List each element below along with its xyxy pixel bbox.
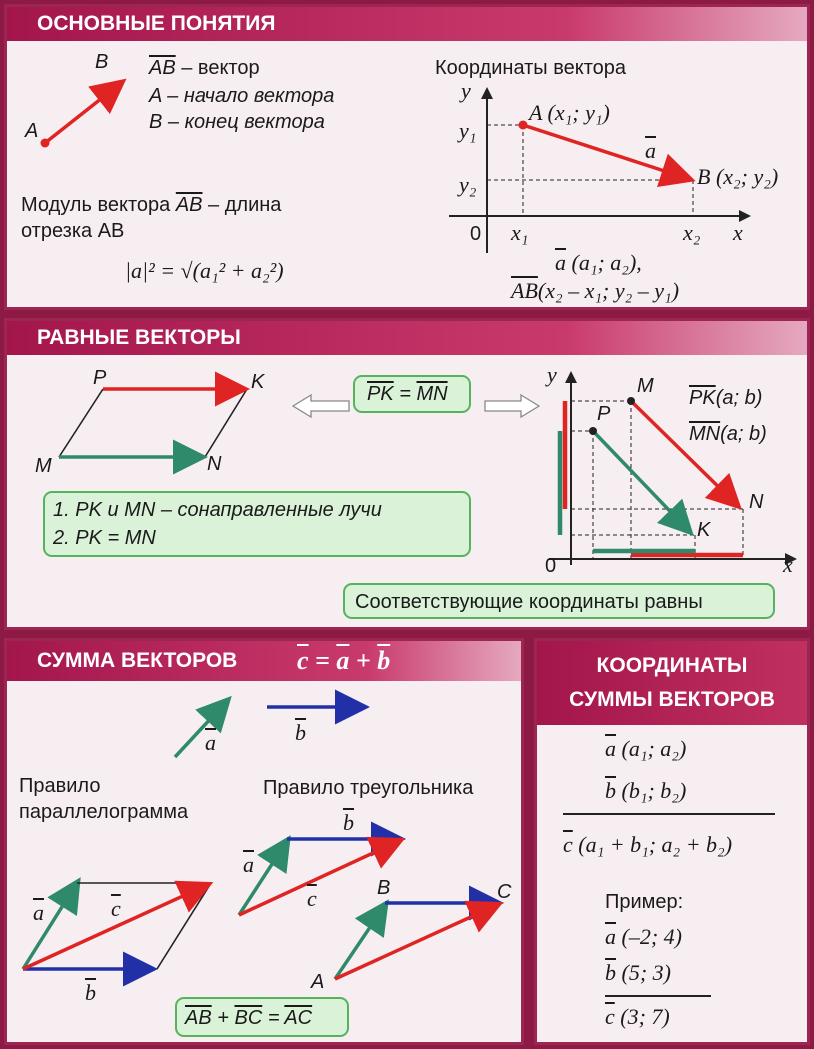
section-title-basic: ОСНОВНЫЕ ПОНЯТИЯ [7, 7, 807, 41]
coord-ab-line: $\overline{AB}(x_2 - x_1$; y₂ – y₁) [511, 278, 680, 303]
eq-origin: 0 [545, 555, 557, 577]
vectors-a-b [167, 691, 377, 771]
label-n: N [207, 453, 222, 475]
rule-par-line1: Правило [19, 775, 101, 797]
point-b-coords: B (x₂; y₂) [697, 164, 779, 189]
label-p: P [93, 367, 107, 389]
coord-c: $\overline{c}$ (a₁ + b₁; a₂ + b₂) [563, 832, 733, 857]
example-b: $\overline{b}$ (5; 3) [605, 960, 671, 985]
def-end: B – конец вектора [149, 111, 325, 133]
note-text: Соответствующие координаты равны [355, 591, 703, 613]
equality-text: $\overline{PK} = \overline{MN}$ [367, 383, 448, 405]
tri2-label-c: C [497, 881, 512, 903]
tri2-label-a: A [311, 971, 325, 993]
def-vector: $\overline{AB}$ – вектор [149, 57, 260, 79]
point-a-coords: A (x₁; y₁) [529, 100, 610, 125]
example-divider [605, 995, 711, 997]
panel-basic-concepts [4, 4, 810, 310]
pk-coords: $\overline{PK}(a$; b) [689, 387, 763, 409]
mn-coords: $\overline{MN}(a$; b) [689, 423, 767, 445]
section-title-sum: СУММА ВЕКТОРОВ [7, 641, 521, 681]
panel-vector-sum [4, 638, 524, 1045]
section-title-equal: РАВНЫЕ ВЕКТОРЫ [7, 321, 807, 355]
section-title-coords: КООРДИНАТЫ СУММЫ ВЕКТОРОВ [537, 641, 807, 725]
parallelogram-rule [17, 871, 227, 981]
eq-label-n: N [749, 491, 764, 513]
tick-y1: y₁ [459, 118, 477, 143]
vector-ab-diagram [27, 57, 137, 167]
tri1-label-a: $\overline{a}$ [243, 852, 254, 877]
triangle-rule-2 [327, 887, 507, 987]
coord-divider [563, 813, 775, 815]
coord-a-line: $\overline{a}$ (a₁; a₂), [555, 250, 642, 275]
eq-label-p: P [597, 403, 611, 425]
tri1-label-c: $\overline{c}$ [307, 886, 317, 911]
modulus-line1: Модуль вектора $\overline{AB}$ – длина [21, 194, 282, 216]
panel-sum-coords [534, 638, 810, 1045]
rule-triangle: Правило треугольника [263, 777, 474, 799]
coord-b: $\overline{b}$ (b₁; b₂) [605, 778, 687, 803]
example-a: $\overline{a}$ (–2; 4) [605, 924, 682, 949]
tick-x2: x₂ [683, 220, 701, 245]
condition-2: 2. PK = MN [53, 527, 156, 549]
modulus-formula: |a|² = √(a₁² + a₂²) [125, 258, 284, 283]
def-start: A – начало вектора [149, 85, 335, 107]
label-m: M [35, 455, 52, 477]
eq-axis-y: y [547, 362, 557, 387]
condition-1: 1. PK и MN – сонаправленные лучи [53, 499, 382, 521]
eq-axis-x: x [783, 552, 793, 577]
vec-b-label: $\overline{b}$ [295, 720, 306, 745]
sum-formula: $\overline{c} = \overline{a} + \overline{b}$ [297, 646, 391, 675]
sum-rule-text: $\overline{AB} + \overline{BC} = \overline{AC}$ [185, 1007, 313, 1029]
example-label: Пример: [605, 891, 684, 913]
axis-x-label: x [733, 220, 743, 245]
eq-label-m: M [637, 375, 654, 397]
equal-vectors-coords [543, 369, 803, 569]
axis-y-label: y [461, 78, 471, 103]
eq-label-k: K [697, 519, 711, 541]
par-label-b: $\overline{b}$ [85, 980, 96, 1005]
coords-title: Координаты вектора [435, 57, 627, 79]
tick-y2: y₂ [459, 172, 477, 197]
parallelogram-pkmn [53, 381, 263, 471]
panel-equal-vectors [4, 318, 810, 630]
par-label-c: $\overline{c}$ [111, 896, 121, 921]
tri1-label-b: $\overline{b}$ [343, 810, 354, 835]
par-label-a: $\overline{a}$ [33, 900, 44, 925]
rule-par-line2: параллелограмма [19, 801, 189, 823]
point-a-label: A [25, 120, 39, 142]
origin-label: 0 [470, 223, 482, 245]
label-k: K [251, 371, 265, 393]
example-c: $\overline{c}$ (3; 7) [605, 1004, 670, 1029]
coord-a: $\overline{a}$ (a₁; a₂) [605, 736, 687, 761]
point-b-label: B [95, 51, 109, 73]
vector-a-label: $\overline{a}$ [645, 138, 656, 163]
tick-x1: x₁ [511, 220, 529, 245]
modulus-line2: отрезка AB [21, 220, 125, 242]
vec-a-label: $\overline{a}$ [205, 730, 216, 755]
tri2-label-b: B [377, 877, 391, 899]
